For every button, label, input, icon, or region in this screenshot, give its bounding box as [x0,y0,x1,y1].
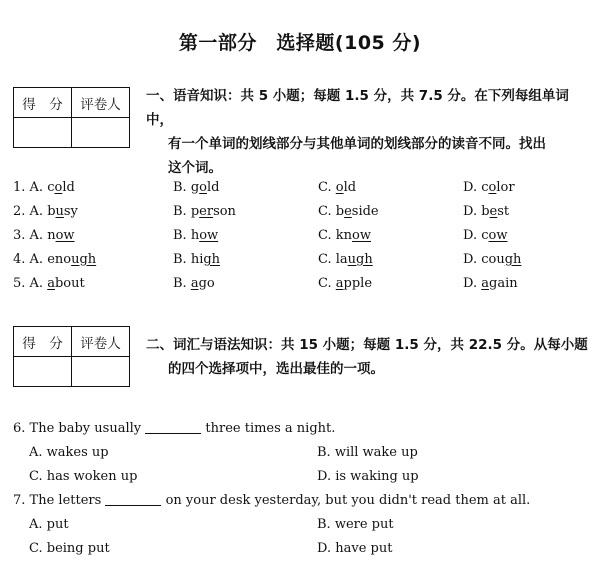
q6-option-c[interactable]: C. has woken up [29,469,138,484]
score-box [13,87,130,148]
underlined-letters: a [190,276,199,291]
q2-option-d[interactable]: D. best [463,204,510,219]
q1-option-c[interactable]: C. old [318,180,357,195]
q4-option-c[interactable]: C. laugh [318,252,373,267]
page-title: 第一部分 选择题(105 分) [178,32,422,54]
q1-option-b[interactable]: B. gold [173,180,220,195]
grader-label: 评卷人 [72,88,130,118]
underlined-letters: gh [504,252,522,267]
question-2 [13,201,593,223]
q1-option-a[interactable]: 1. A. cold [13,180,75,195]
q6-option-a[interactable]: A. wakes up [29,445,109,460]
question-4 [13,249,593,271]
q7-answer-blank[interactable] [105,491,161,506]
q3-option-b[interactable]: B. how [173,228,219,243]
q5-option-a[interactable]: 5. A. about [13,276,85,291]
q7-stem-pre: 7. The letters [13,493,102,508]
q4-option-b[interactable]: B. high [173,252,221,267]
underlined-letters: e [489,204,498,219]
q6-stem-pre: 6. The baby usually [13,421,142,436]
q6-answer-blank[interactable] [145,419,201,434]
q7-option-b[interactable]: B. were put [317,517,394,532]
q2-option-b[interactable]: B. person [173,204,236,219]
question-3 [13,225,593,247]
underlined-letters: a [335,276,344,291]
section1-heading-line3: 这个词。 [168,160,222,176]
section2-heading-line1: 二、词汇与语法知识：共 15 小题；每题 1.5 分，共 22.5 分。从每小题 [146,337,588,353]
underlined-letters: o [199,180,207,195]
q7-option-d[interactable]: D. have put [317,541,393,556]
underlined-letters: e [344,204,352,219]
q7-stem-post: on your desk yesterday, but you didn't read them at all. [165,493,531,508]
section1-heading [146,84,588,180]
score-label: 得 分 [14,88,72,118]
score-cell [14,118,72,148]
underlined-letters: ow [488,228,508,243]
underlined-letters: ow [199,228,219,243]
question-1 [13,177,593,199]
grader-cell [72,357,130,387]
q2-option-c[interactable]: C. beside [318,204,379,219]
q5-option-b[interactable]: B. ago [173,276,215,291]
q5-option-d[interactable]: D. again [463,276,518,291]
underlined-letters: a [47,276,55,291]
q6-option-d[interactable]: D. is waking up [317,469,419,484]
q2-option-a[interactable]: 2. A. busy [13,204,78,219]
q5-option-c[interactable]: C. apple [318,276,373,291]
q3-option-a[interactable]: 3. A. now [13,228,75,243]
q4-option-a[interactable]: 4. A. enough [13,252,97,267]
grader-cell [72,118,130,148]
grader-label: 评卷人 [72,327,130,357]
score-box-2 [13,326,130,387]
score-cell [14,357,72,387]
underlined-letters: a [481,276,489,291]
section1-heading-line1: 一、语音知识：共 5 小题；每题 1.5 分，共 7.5 分。在下列每组单词中， [146,88,569,128]
underlined-letters: ugh [347,252,373,267]
question-7-stem [13,490,593,512]
underlined-letters: o [54,180,63,195]
section1-heading-line2: 有一个单词的划线部分与其他单词的划线部分的读音不同。找出 [168,136,546,152]
q6-stem-post: three times a night. [205,421,336,436]
q7-option-c[interactable]: C. being put [29,541,110,556]
q4-option-d[interactable]: D. cough [463,252,522,267]
question-6-stem [13,418,593,440]
underlined-letters: o [488,180,497,195]
q3-option-d[interactable]: D. cow [463,228,508,243]
underlined-letters: er [199,204,214,219]
section2-heading [146,333,588,381]
q6-option-b[interactable]: B. will wake up [317,445,418,460]
score-label: 得 分 [14,327,72,357]
question-5 [13,273,593,295]
underlined-letters: ow [55,228,75,243]
q3-option-c[interactable]: C. know [318,228,371,243]
underlined-letters: u [55,204,64,219]
underlined-letters: ow [352,228,371,243]
section2-heading-line2: 的四个选择项中，选出最佳的一项。 [168,361,384,377]
underlined-letters: ugh [71,252,97,267]
underlined-letters: o [335,180,344,195]
q7-option-a[interactable]: A. put [29,517,69,532]
underlined-letters: gh [203,252,221,267]
q1-option-d[interactable]: D. color [463,180,515,195]
